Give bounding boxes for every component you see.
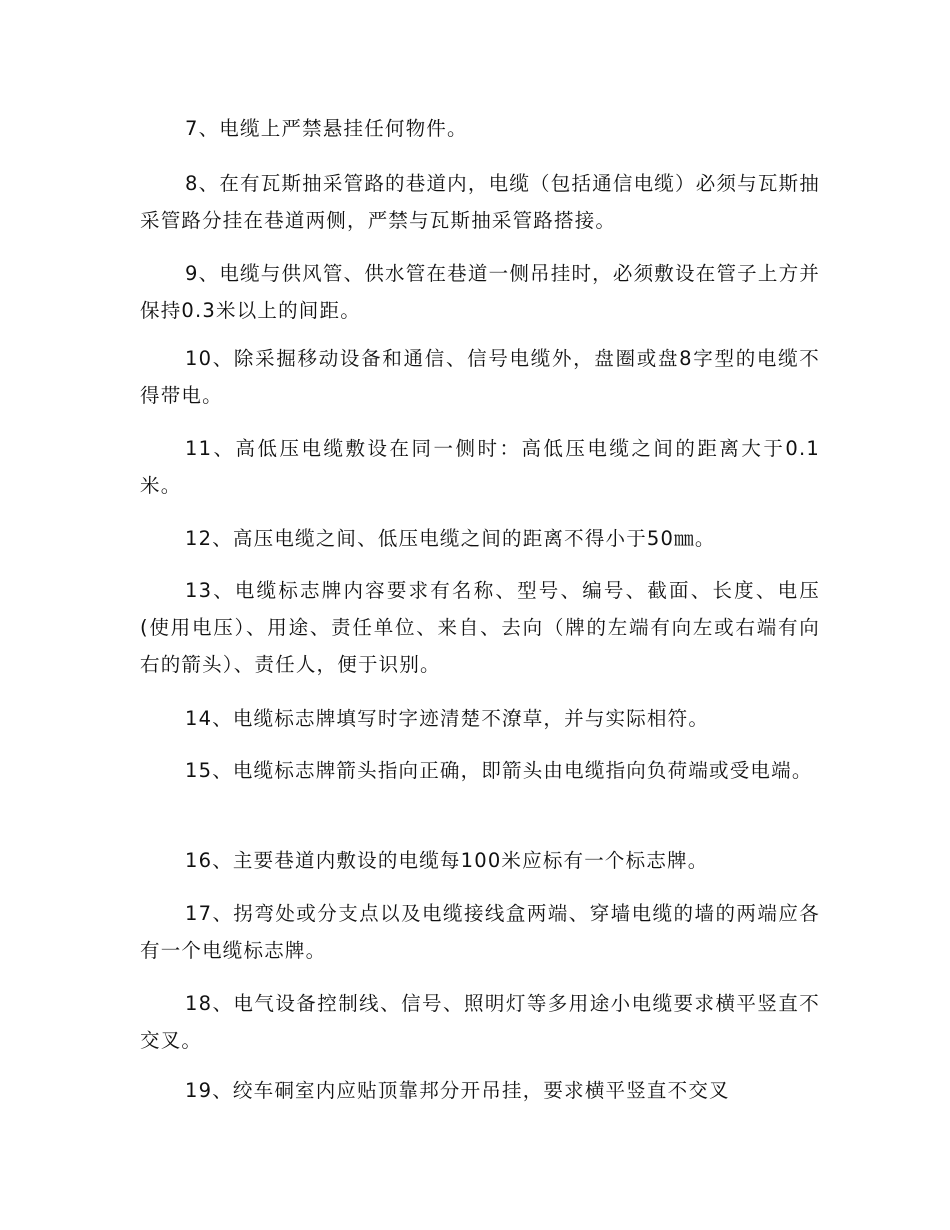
paragraph-item-12: 12、高压电缆之间、低压电缆之间的距离不得小于50㎜。: [185, 527, 716, 550]
paragraph-item-19: 19、绞车硐室内应贴顶靠邦分开吊挂，要求横平竖直不交叉: [185, 1079, 730, 1102]
paragraph-item-8: 8、在有瓦斯抽采管路的巷道内，电缆（包括通信电缆）必须与瓦斯抽采管路分挂在巷道两侧，严禁与瓦斯抽采管路搭接。: [140, 172, 820, 232]
paragraph-item-10: 10、除采掘移动设备和通信、信号电缆外，盘圈或盘8字型的电缆不得带电。: [140, 347, 820, 407]
paragraph-item-11: 11、高低压电缆敷设在同一侧时：高低压电缆之间的距离大于0.1米。: [140, 437, 820, 497]
paragraph-item-18: 18、电气设备控制线、信号、照明灯等多用途小电缆要求横平竖直不交叉。: [140, 992, 820, 1052]
paragraph-item-17: 17、拐弯处或分支点以及电缆接线盒两端、穿墙电缆的墙的两端应各有一个电缆标志牌。: [140, 902, 820, 962]
paragraph-item-16: 16、主要巷道内敷设的电缆每100米应标有一个标志牌。: [185, 849, 709, 872]
paragraph-item-13: 13、电缆标志牌内容要求有名称、型号、编号、截面、长度、电压(使用电压）、用途、责任单位、来自、去向（牌的左端有向左或右端有向右的箭头）、责任人，便于识别。: [140, 579, 820, 676]
paragraph-item-14: 14、电缆标志牌填写时字迹清楚不潦草，并与实际相符。: [185, 707, 710, 730]
paragraph-item-15: 15、电缆标志牌箭头指向正确，即箭头由电缆指向负荷端或受电端。: [185, 759, 813, 782]
paragraph-item-7: 7、电缆上严禁悬挂任何物件。: [185, 117, 468, 140]
paragraph-item-9: 9、电缆与供风管、供水管在巷道一侧吊挂时，必须敷设在管子上方并保持0.3米以上的间距。: [140, 262, 820, 322]
